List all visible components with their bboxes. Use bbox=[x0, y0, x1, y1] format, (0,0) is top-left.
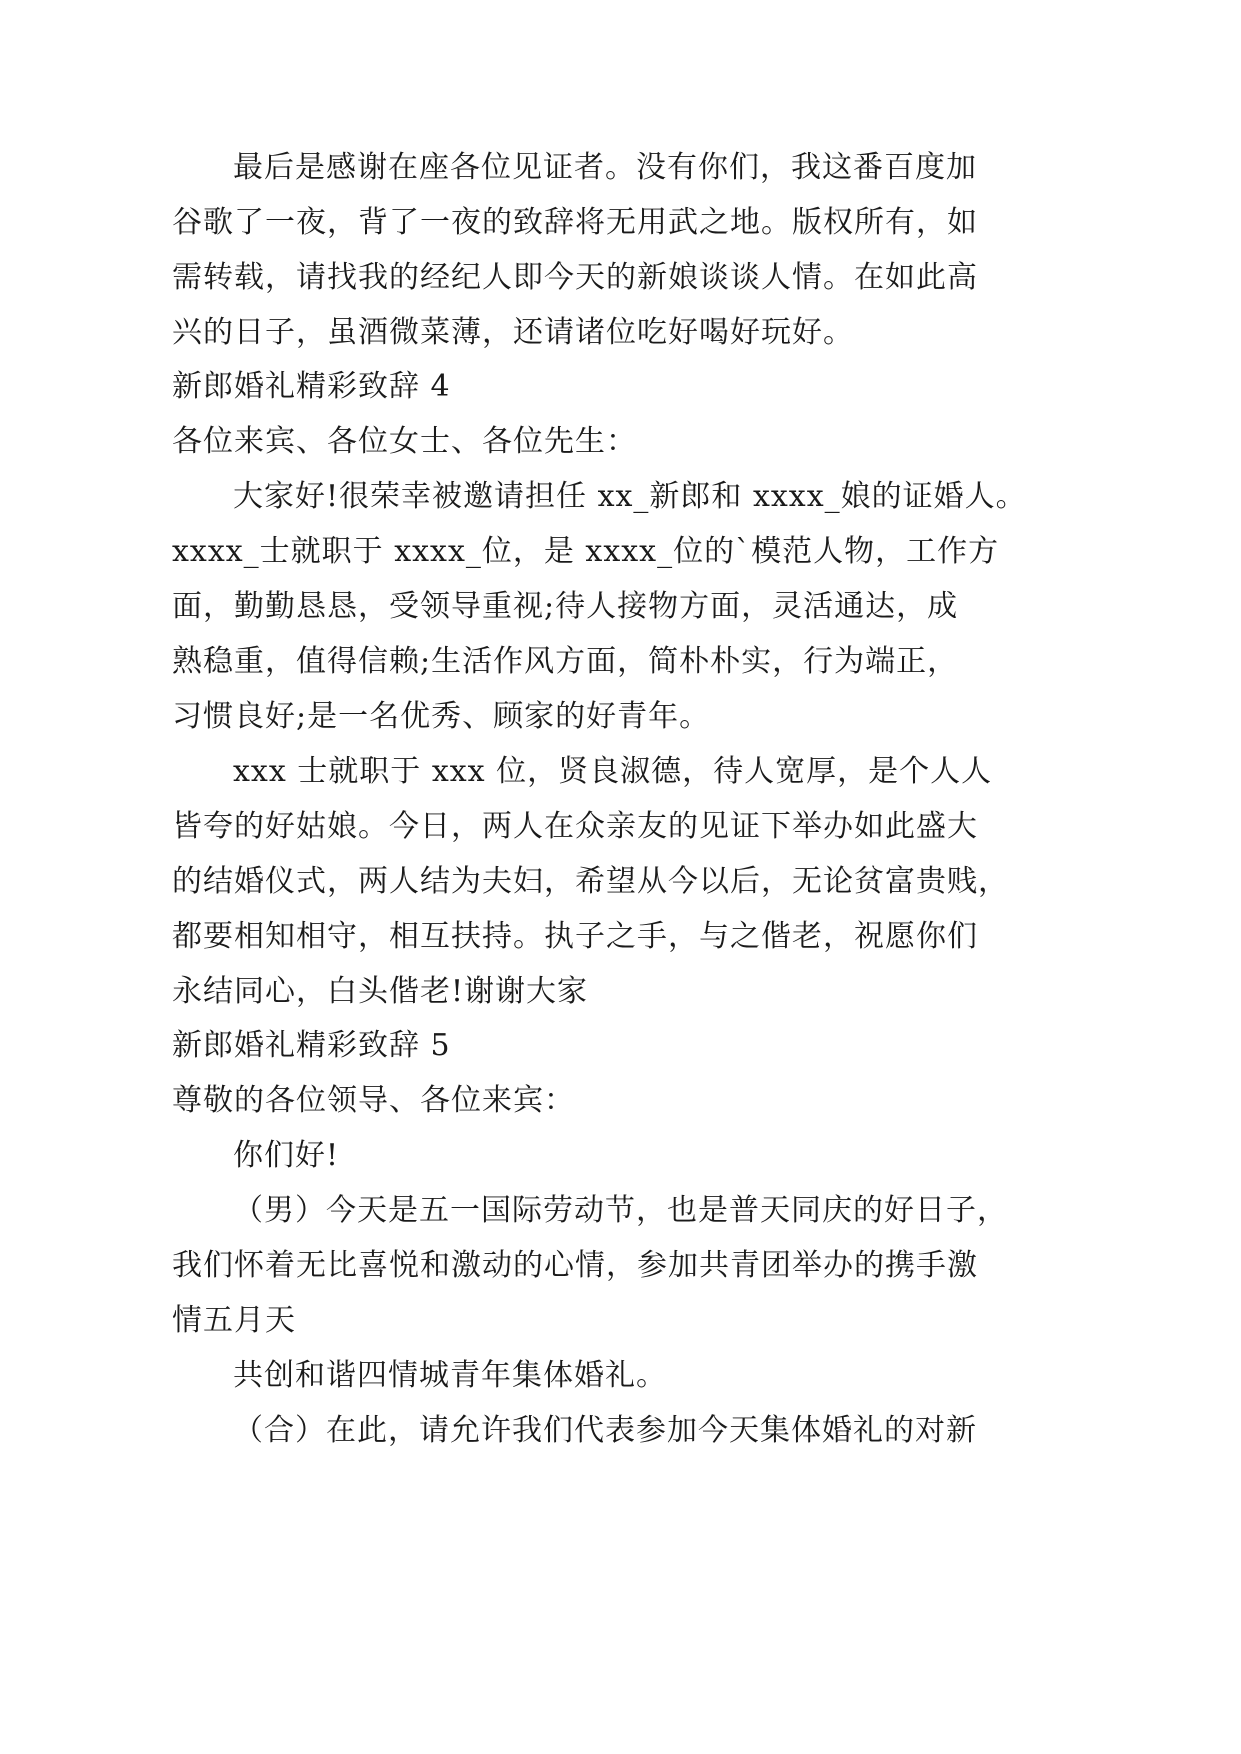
paragraph-line: 情五月天 bbox=[172, 1303, 296, 1338]
salutation-line: 尊敬的各位领导、各位来宾： bbox=[172, 1083, 575, 1118]
paragraph-line: 我们怀着无比喜悦和激动的心情，参加共青团举办的携手激 bbox=[172, 1248, 978, 1283]
paragraph-line: 最后是感谢在座各位见证者。没有你们，我这番百度加 bbox=[233, 150, 977, 185]
paragraph-line: （男）今天是五一国际劳动节，也是普天同庆的好日子， bbox=[233, 1193, 1008, 1228]
paragraph-line: 的结婚仪式，两人结为夫妇，希望从今以后，无论贫富贵贱， bbox=[172, 864, 1009, 899]
paragraph-line: 大家好!很荣幸被邀请担任 xx_新郎和 xxxx_娘的证婚人。 bbox=[233, 479, 1027, 514]
paragraph-line: 习惯良好;是一名优秀、顾家的好青年。 bbox=[172, 699, 711, 734]
paragraph-line: xxx 士就职于 xxx 位，贤良淑德，待人宽厚，是个人人 bbox=[233, 754, 993, 789]
paragraph-line: xxxx_士就职于 xxxx_位，是 xxxx_位的`模范人物，工作方 bbox=[172, 534, 1000, 569]
paragraph-line: 需转载，请找我的经纪人即今天的新娘谈谈人情。在如此高 bbox=[172, 260, 978, 295]
paragraph-line: 谷歌了一夜，背了一夜的致辞将无用武之地。版权所有，如 bbox=[172, 205, 978, 240]
paragraph-line: 你们好! bbox=[233, 1138, 340, 1173]
paragraph-line: 都要相知相守，相互扶持。执子之手，与之偕老，祝愿你们 bbox=[172, 919, 978, 954]
section-heading: 新郎婚礼精彩致辞 4 bbox=[172, 369, 451, 404]
paragraph-line: 共创和谐四情城青年集体婚礼。 bbox=[233, 1358, 667, 1393]
paragraph-line: （合）在此，请允许我们代表参加今天集体婚礼的对新 bbox=[233, 1413, 977, 1448]
salutation-line: 各位来宾、各位女士、各位先生： bbox=[172, 424, 637, 459]
paragraph-line: 兴的日子，虽酒微菜薄，还请诸位吃好喝好玩好。 bbox=[172, 315, 854, 350]
paragraph-line: 永结同心，白头偕老!谢谢大家 bbox=[172, 974, 589, 1009]
section-heading: 新郎婚礼精彩致辞 5 bbox=[172, 1028, 451, 1063]
paragraph-line: 面，勤勤恳恳，受领导重视;待人接物方面，灵活通达，成 bbox=[172, 589, 959, 624]
paragraph-line: 皆夸的好姑娘。今日，两人在众亲友的见证下举办如此盛大 bbox=[172, 809, 978, 844]
paragraph-line: 熟稳重，值得信赖;生活作风方面，简朴朴实，行为端正， bbox=[172, 644, 959, 679]
